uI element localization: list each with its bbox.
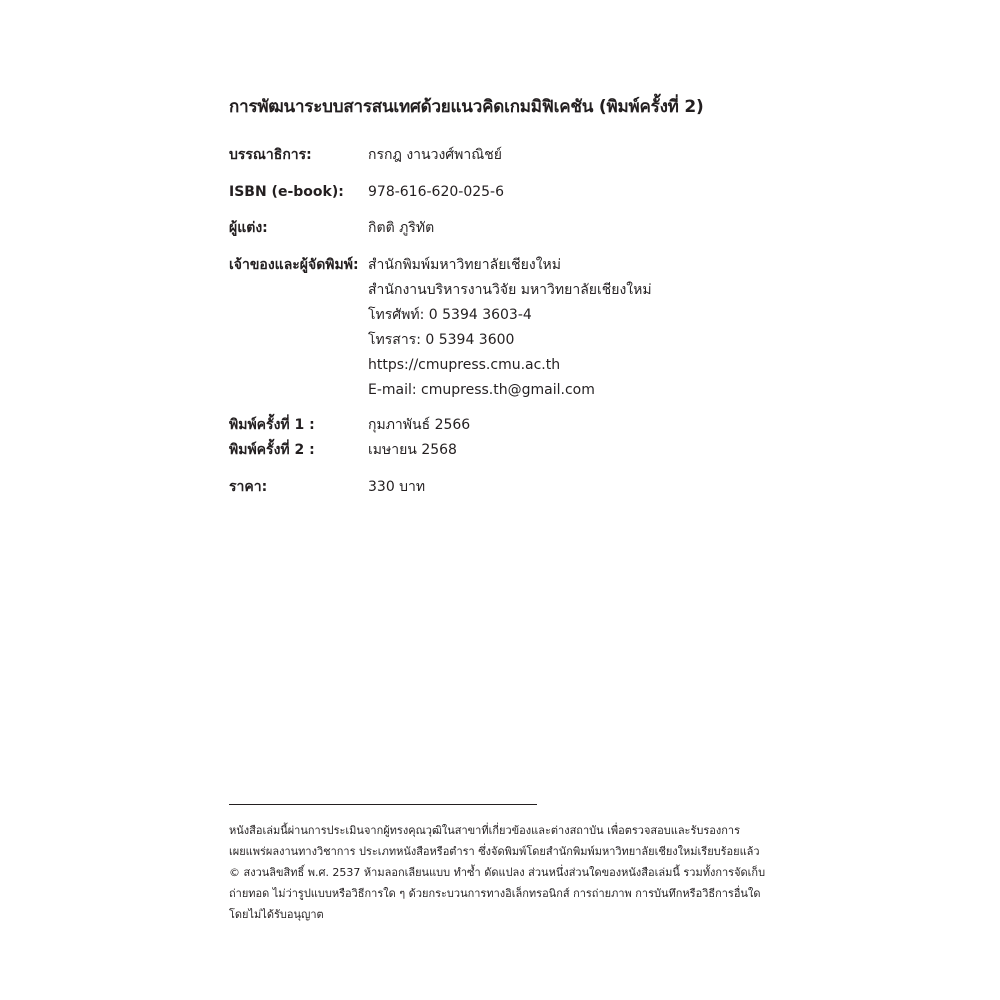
publisher-fax: โทรสาร: 0 5394 3600 xyxy=(368,332,515,348)
isbn-value: 978-616-620-025-6 xyxy=(368,184,505,200)
publisher-details xyxy=(368,253,652,403)
price-value: 330 บาท xyxy=(368,479,426,495)
publisher-office: สำนักงานบริหารงานวิจัย มหาวิทยาลัยเชียงใหม่ xyxy=(368,282,652,298)
publisher-name: สำนักพิมพ์มหาวิทยาลัยเชียงใหม่ xyxy=(368,257,562,273)
edition1-label: พิมพ์ครั้งที่ 1 : xyxy=(229,417,315,433)
footnote-line: หนังสือเล่มนี้ผ่านการประเมินจากผู้ทรงคุณวุฒิในสาขาที่เกี่ยวข้องและต่างสถาบัน เพื่อตรวจสอบและรับรองการ xyxy=(229,824,740,837)
footnote-line: ถ่ายทอด ไม่ว่ารูปแบบหรือวิธีการใด ๆ ด้วยกระบวนการทางอิเล็กทรอนิกส์ การถ่ายภาพ การบันทึกหรือวิธีการอื่นใด xyxy=(229,887,761,900)
author-label: ผู้แต่ง: xyxy=(229,220,268,236)
edition1-value: กุมภาพันธ์ 2566 xyxy=(368,417,471,433)
footnote-line: เผยแพร่ผลงานทางวิชาการ ประเภทหนังสือหรือตำรา ซึ่งจัดพิมพ์โดยสำนักพิมพ์มหาวิทยาลัยเชียงใหม่เรียบร้อยแล้ว xyxy=(229,845,760,858)
editor-label: บรรณาธิการ: xyxy=(229,147,312,163)
editor-value: กรกฎ งานวงศ์พาณิชย์ xyxy=(368,147,502,163)
publisher-label: เจ้าของและผู้จัดพิมพ์: xyxy=(229,257,359,273)
book-title: การพัฒนาระบบสารสนเทศด้วยแนวคิดเกมมิฟิเคชัน (พิมพ์ครั้งที่ 2) xyxy=(229,97,704,117)
isbn-label: ISBN (e-book): xyxy=(229,184,344,200)
footnote-divider xyxy=(229,804,537,805)
footnote-line: © สงวนลิขสิทธิ์ พ.ศ. 2537 ห้ามลอกเลียนแบบ ทำซ้ำ ดัดแปลง ส่วนหนึ่งส่วนใดของหนังสือเล่มนี้ รวมทั้งการจัดเก็บ xyxy=(229,866,766,879)
footnote xyxy=(229,820,789,925)
edition2-value: เมษายน 2568 xyxy=(368,442,457,458)
price-label: ราคา: xyxy=(229,479,268,495)
footnote-line: โดยไม่ได้รับอนุญาต xyxy=(229,908,324,921)
publisher-website: https://cmupress.cmu.ac.th xyxy=(368,357,561,373)
publisher-phone: โทรศัพท์: 0 5394 3603-4 xyxy=(368,307,532,323)
edition2-label: พิมพ์ครั้งที่ 2 : xyxy=(229,442,315,458)
author-value: กิตติ ภูริทัต xyxy=(368,220,435,236)
publisher-email: E-mail: cmupress.th@gmail.com xyxy=(368,382,595,398)
